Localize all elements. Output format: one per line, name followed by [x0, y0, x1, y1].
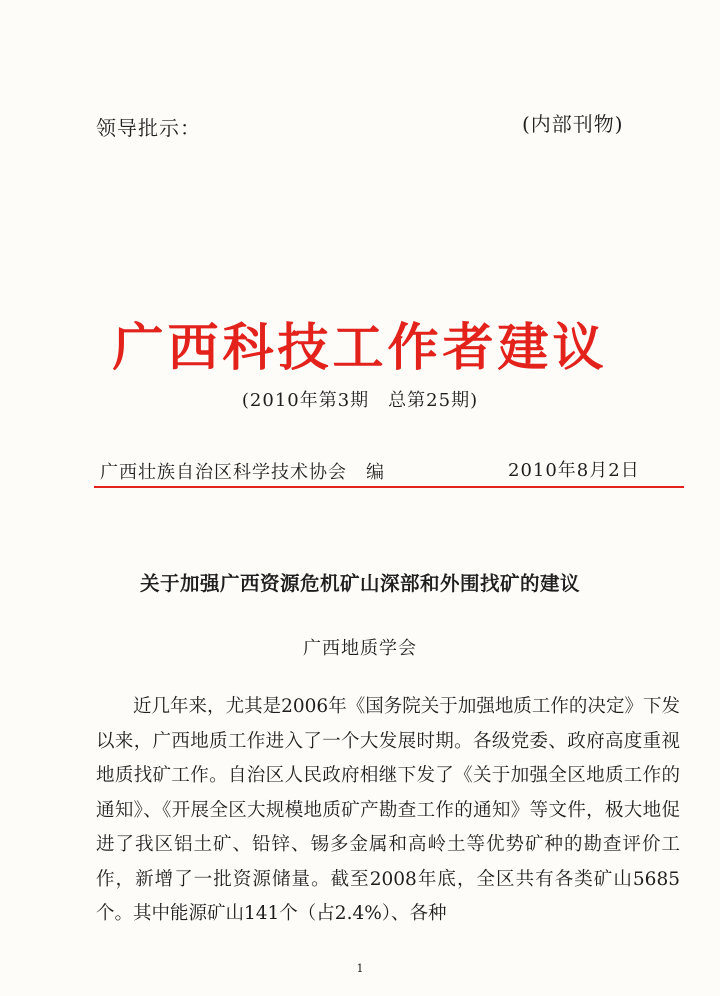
red-divider [94, 486, 684, 488]
body-paragraph: 近几年来，尤其是2006年《国务院关于加强地质工作的决定》下发以来，广西地质工作进入了一个大发展时期。各级党委、政府高度重视地质找矿工作。自治区人民政府相继下发了《关于加强全区地质工作的通知》、《开展全区大规模地质矿产勘查工作的通知》等文件，极大地促进了我区铝土矿、铅锌、锡多金属和高岭土等优势矿种的勘查评价工作，新增了一批资源储量。截至2008年底，全区共有各类矿山5685个。其中能源矿山141个（占2.4%）、各种 [96, 696, 680, 924]
issue-number: (2010年第3期 总第25期) [241, 390, 479, 411]
article-body [96, 690, 680, 932]
article-title: 关于加强广西资源危机矿山深部和外围找矿的建议 [139, 572, 580, 595]
article-author: 广西地质学会 [303, 638, 417, 659]
internal-publication-label: (内部刊物) [522, 112, 624, 136]
publication-date: 2010年8月2日 [508, 460, 640, 481]
masthead-title: 广西科技工作者建议 [112, 319, 608, 378]
page-number: 1 [356, 962, 364, 975]
publisher-name: 广西壮族自治区科学技术协会 编 [100, 462, 385, 483]
leader-instruction-label: 领导批示： [96, 116, 201, 140]
